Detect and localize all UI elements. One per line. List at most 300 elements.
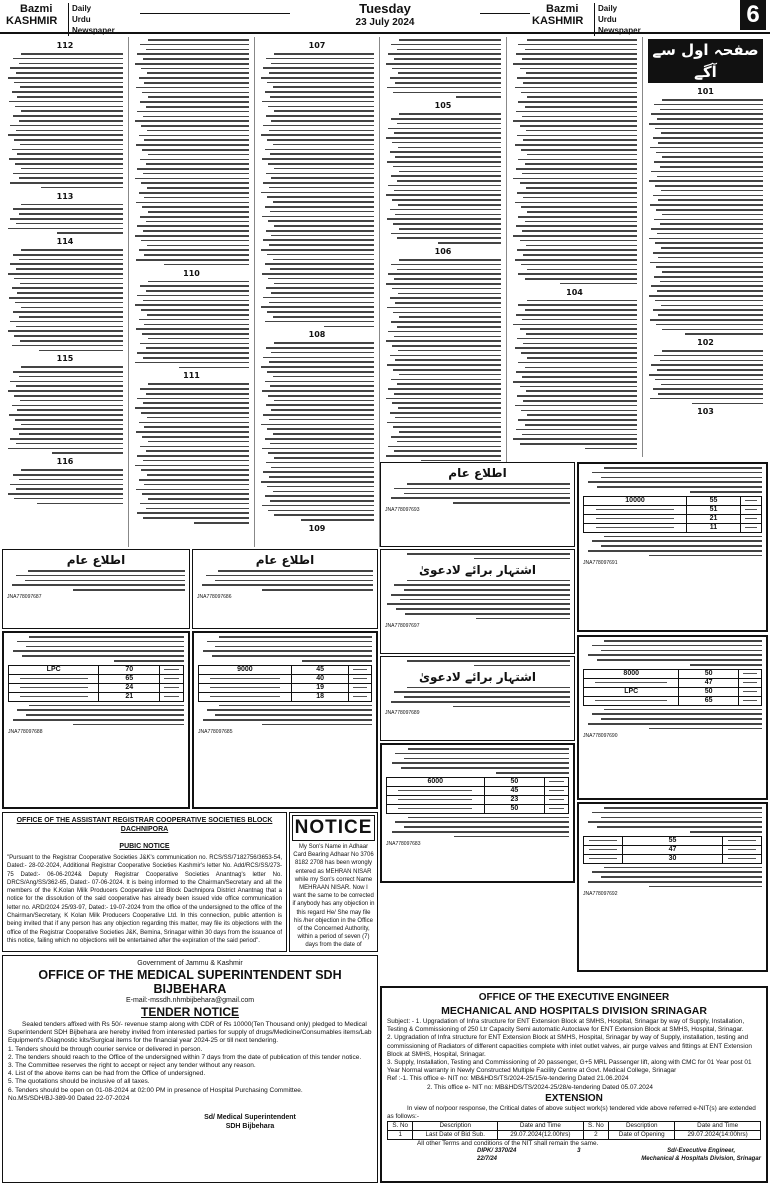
text-line — [13, 208, 123, 210]
heirs-table-row — [387, 795, 569, 804]
text-line — [397, 123, 501, 125]
text-line — [398, 72, 501, 74]
notice-body: My Son's Name in Adhaar Card Bearing Adhaar No 3706 8182 2708 has been wrongly entered as MEHRAN NISAR while my Son's correct Name MEHRAAN NISAR. Now I want the same to be corrected if anybody has any objection in this regard He/ She may file his /her objection in the Office of the Concerned Authority, within a period of seven (7) days from the date of — [292, 844, 375, 949]
heirs-table-cell: 65 — [99, 674, 160, 683]
text-line — [12, 584, 185, 586]
text-line — [397, 49, 501, 51]
text-line — [271, 120, 374, 122]
text-line — [520, 240, 638, 242]
text-line — [592, 812, 762, 814]
text-line — [394, 58, 501, 60]
text-line — [526, 130, 637, 132]
text-line — [391, 594, 570, 596]
text-line — [393, 369, 501, 371]
heirs-table-cell: 55 — [623, 836, 723, 845]
text-line — [649, 728, 762, 730]
text-line — [137, 352, 249, 354]
heirs-table-cell: 24 — [99, 683, 160, 692]
text-line — [136, 144, 249, 146]
text-line — [147, 474, 249, 476]
text-line — [527, 269, 637, 271]
text-line — [267, 371, 374, 373]
text-line — [144, 324, 249, 326]
bijbehara-email: E-mail:-mssdh.nhmbijbehara@gmail.com — [125, 997, 255, 1004]
text-line — [654, 219, 763, 221]
text-line — [267, 428, 374, 430]
text-line — [474, 558, 570, 560]
text-line — [266, 462, 374, 464]
heirs-table-row — [584, 505, 762, 514]
urdu-text-block — [385, 113, 501, 244]
heirs-table-cell: 47 — [679, 678, 738, 687]
text-line — [10, 438, 123, 440]
text-line — [194, 522, 249, 524]
text-line — [655, 300, 763, 302]
urdu-claim-notice-box — [380, 656, 575, 741]
text-line — [263, 414, 374, 416]
jna-code: JNA778097693 — [385, 506, 420, 513]
text-line — [19, 120, 123, 122]
text-line — [525, 278, 638, 280]
text-line — [17, 96, 123, 98]
heirs-table-cell — [584, 523, 687, 532]
text-line — [523, 82, 637, 84]
text-line — [10, 125, 123, 127]
urdu-text-block — [385, 660, 570, 666]
text-line — [392, 402, 501, 404]
text-line — [262, 505, 374, 507]
text-line — [266, 58, 374, 60]
text-line — [19, 259, 123, 261]
cell-text-line — [164, 687, 179, 689]
text-line — [146, 393, 250, 395]
text-line — [146, 508, 250, 510]
text-line — [513, 235, 637, 237]
text-line — [269, 72, 374, 74]
text-line — [453, 706, 570, 708]
text-line — [13, 371, 123, 373]
heirs-table-row — [387, 786, 569, 795]
heirs-table-cell: 23 — [484, 795, 545, 804]
notice-title: NOTICE — [292, 815, 375, 841]
text-line — [649, 238, 763, 240]
text-line — [658, 314, 763, 316]
text-line — [12, 91, 123, 93]
text-line — [604, 709, 762, 711]
text-line — [146, 49, 250, 51]
text-line — [8, 448, 123, 450]
text-line — [136, 87, 249, 89]
text-line — [148, 338, 249, 340]
coop-dipk-ref — [27, 951, 66, 952]
text-line — [13, 474, 123, 476]
text-line — [273, 376, 374, 378]
cell-text-line — [164, 696, 179, 698]
text-line — [137, 455, 249, 457]
text-line — [520, 443, 638, 445]
text-line — [263, 67, 374, 69]
heirs-table-cell: 50 — [679, 687, 738, 696]
heirs-table-cell — [199, 683, 292, 692]
text-line — [660, 281, 764, 283]
text-line — [516, 168, 637, 170]
text-line — [137, 398, 249, 400]
text-line — [649, 295, 763, 297]
text-line — [29, 705, 184, 707]
urdu-text-block — [386, 817, 569, 838]
text-line — [9, 101, 123, 103]
text-line — [13, 115, 123, 117]
text-line — [148, 383, 249, 385]
text-line — [270, 385, 374, 387]
text-line — [147, 130, 249, 132]
text-line — [139, 77, 249, 79]
text-line — [525, 309, 638, 311]
cell-text-line — [596, 527, 674, 529]
text-line — [404, 493, 571, 495]
text-line — [516, 371, 637, 373]
text-line — [651, 113, 763, 115]
text-line — [387, 87, 501, 89]
smhs-dipk-date: 22/7/24 — [477, 1155, 498, 1162]
cell-text-line — [20, 678, 88, 680]
text-line — [17, 153, 123, 155]
text-line — [215, 714, 372, 716]
text-line — [274, 53, 374, 55]
text-line — [522, 230, 637, 232]
notice-heading: اطلاع عام — [255, 553, 315, 567]
text-line — [140, 343, 249, 345]
text-line — [274, 342, 374, 344]
front-page-continuation-header: صفحہ اول سے آگے — [648, 39, 763, 83]
text-line — [521, 410, 637, 412]
text-line — [518, 273, 637, 275]
text-line — [274, 283, 374, 285]
text-line — [10, 381, 123, 383]
extension-header-cell: Date and Time — [498, 1122, 584, 1131]
text-line — [527, 96, 637, 98]
text-line — [207, 641, 372, 643]
text-line — [143, 116, 249, 118]
text-line — [526, 390, 637, 392]
jna-code: JNA778097683 — [386, 840, 421, 847]
heirs-table-cell — [9, 692, 99, 701]
cell-text-line — [745, 527, 758, 529]
smhs-extension-intro: In view of no/poor response, the Critical dates of above subject work(s) tendered vide above referred e-NIT(s) are extended as follows:- — [387, 1104, 756, 1121]
text-line — [206, 575, 373, 577]
text-line — [400, 599, 570, 601]
masthead-rule-right — [480, 13, 530, 14]
heirs-table-cell — [722, 845, 761, 854]
text-line — [267, 486, 374, 488]
text-line — [164, 264, 249, 266]
text-line — [261, 306, 374, 308]
text-line — [135, 63, 249, 65]
coop-sign-line1 — [201, 951, 282, 952]
text-line — [271, 235, 374, 237]
text-line — [142, 436, 249, 438]
text-line — [397, 269, 501, 271]
text-line — [513, 324, 637, 326]
masthead-rule-left — [140, 13, 290, 14]
bijbehara-condition: 1. Tenders should be through courier service or delivered in person. — [8, 1045, 203, 1053]
text-line — [391, 321, 501, 323]
urdu-text-block — [7, 366, 123, 454]
text-line — [650, 262, 763, 264]
text-line — [560, 283, 638, 285]
smhs-extension-data-row — [388, 1131, 761, 1140]
text-line — [390, 355, 501, 357]
news-column-2 — [129, 37, 255, 547]
text-line — [399, 431, 501, 433]
text-line — [17, 641, 184, 643]
smhs-division-title: MECHANICAL AND HOSPITALS DIVISION SRINAGAR — [441, 1005, 707, 1017]
text-line — [144, 426, 249, 428]
text-line — [662, 271, 763, 273]
urdu-public-notice-box — [192, 549, 378, 629]
text-line — [20, 400, 123, 402]
heirs-table — [386, 777, 569, 814]
text-line — [399, 39, 501, 41]
text-line — [16, 385, 123, 387]
smhs-extension-table — [387, 1121, 761, 1140]
jna-code: JNA778097688 — [8, 728, 43, 735]
cell-text-line — [210, 678, 280, 680]
text-line — [271, 409, 374, 411]
text-line — [142, 92, 249, 94]
article-number: 108 — [308, 330, 326, 340]
text-line — [269, 130, 374, 132]
text-line — [604, 807, 762, 809]
text-line — [21, 424, 123, 426]
heirs-table — [583, 669, 762, 706]
text-line — [404, 589, 571, 591]
heirs-table-cell — [584, 514, 687, 523]
text-line — [660, 166, 764, 168]
text-line — [523, 343, 637, 345]
text-line — [12, 149, 123, 151]
text-line — [13, 428, 123, 430]
text-line — [527, 39, 637, 41]
text-line — [21, 469, 123, 471]
urdu-text-block — [7, 204, 123, 234]
text-line — [392, 142, 501, 144]
text-line — [592, 645, 762, 647]
text-line — [263, 357, 374, 359]
text-line — [395, 417, 501, 419]
text-line — [394, 584, 570, 586]
text-line — [660, 109, 764, 111]
heirs-table-cell — [584, 854, 623, 863]
text-line — [12, 405, 123, 407]
text-line — [140, 159, 249, 161]
text-line — [408, 748, 569, 750]
urdu-text-block — [512, 300, 637, 450]
heirs-table-cell: 45 — [291, 665, 349, 674]
urdu-text-block — [385, 259, 501, 461]
cell-text-line — [549, 781, 564, 783]
heirs-table-cell — [160, 692, 184, 701]
notice-heading: اشتہار برائے لادعویٰ — [418, 562, 537, 577]
text-line — [522, 434, 637, 436]
text-line — [396, 608, 570, 610]
text-line — [657, 369, 763, 371]
text-line — [515, 347, 638, 349]
text-line — [324, 326, 374, 328]
heirs-table-cell — [738, 687, 761, 696]
text-line — [14, 82, 123, 84]
text-line — [397, 326, 501, 328]
text-line — [13, 311, 123, 313]
text-line — [135, 120, 249, 122]
text-line — [453, 502, 570, 504]
text-line — [15, 163, 123, 165]
text-line — [261, 481, 374, 483]
text-line — [658, 142, 763, 144]
text-line — [301, 519, 374, 521]
text-line — [19, 433, 123, 435]
cell-text-line — [589, 840, 616, 842]
text-line — [521, 352, 637, 354]
bijbehara-conditions-list — [8, 1046, 372, 1095]
article-number: 103 — [697, 407, 714, 417]
smhs-sign-line2: Mechanical & Hospitals Division, Srinagar — [641, 1155, 761, 1162]
bijbehara-reference: No.MS/SDH/BJ-389-90 Dated 22-07-2024 — [8, 1094, 130, 1102]
text-line — [146, 106, 250, 108]
text-line — [496, 772, 569, 774]
text-line — [266, 347, 374, 349]
text-line — [394, 190, 501, 192]
text-line — [518, 216, 637, 218]
text-line — [142, 206, 249, 208]
text-line — [262, 158, 374, 160]
text-line — [12, 287, 123, 289]
cell-text-line — [728, 840, 755, 842]
text-line — [271, 352, 374, 354]
text-line — [604, 640, 762, 642]
urdu-text-block — [134, 39, 249, 265]
cell-text-line — [595, 700, 667, 702]
text-line — [19, 316, 123, 318]
extension-data-cell: 2 — [583, 1131, 608, 1140]
coop-notice-body: "Pursuant to the Registrar Cooperative Societies J&K's communication no. RCS/SS/7182756/3653-54, Dated:- 28-02-2024, Additional Registrar Cooperative Societies Kashmir's letter No. Add/RCS/SS/273-75 Dated:- 06-06-2024& Deputy Registrar Cooperative Societies Anantnag's letter No. DRCS/Ang/SS/362-65, Dated:- 07-06-2024. It is being informed to the Chairman/Secretary and all the members of the K.Kolan Milk Producers Cooperative Ltd Block Dachnipora District Anantnag that a notice for the dissolution of the said cooperative has already been issued vide office communication letter no. ARD/2024 25/93-97, Dated:- 19-07-2024 from the office of the undersigned to the office of the Chairman/Secretary, K Kolan Milk Producers Cooperative Ltd. In this connection, public attention is being invited that if any person has any objection regarding this matter, may file its objections with the office of the Registrar Cooperative Societies J&K, Bemina, Srinagar within 30 days from the issuance of this notice, failing which no objections will be entertained after the expiration of the said period". — [7, 855, 282, 944]
text-line — [655, 128, 763, 130]
text-line — [146, 450, 250, 452]
article-number: 106 — [434, 247, 452, 257]
heirs-table-row — [199, 665, 372, 674]
text-line — [16, 575, 185, 577]
heirs-table-row — [584, 678, 762, 687]
text-line — [393, 426, 501, 428]
heirs-table-cell — [740, 514, 761, 523]
heirs-table-cell: 50 — [679, 669, 738, 678]
text-line — [57, 232, 123, 234]
text-line — [518, 304, 637, 306]
text-line — [266, 115, 374, 117]
text-line — [390, 151, 501, 153]
text-line — [273, 144, 374, 146]
text-line — [135, 235, 249, 237]
text-line — [518, 362, 637, 364]
text-line — [588, 881, 762, 883]
cell-text-line — [398, 790, 472, 792]
cell-text-line — [745, 509, 758, 511]
heirs-table-cell — [160, 683, 184, 692]
heirs-table-cell — [160, 674, 184, 683]
heirs-table-cell — [740, 496, 761, 505]
text-line — [397, 237, 501, 239]
heirs-table-cell — [584, 845, 623, 854]
text-line — [274, 225, 374, 227]
text-line — [143, 402, 249, 404]
text-line — [394, 691, 570, 693]
text-line — [141, 68, 249, 70]
text-line — [518, 159, 637, 161]
text-line — [388, 331, 501, 333]
article-number: 105 — [434, 101, 452, 111]
text-line — [522, 173, 637, 175]
urdu-text-block — [386, 748, 569, 774]
urdu-text-block — [260, 53, 374, 327]
text-line — [16, 268, 123, 270]
text-line — [8, 390, 123, 392]
text-line — [653, 195, 763, 197]
text-line — [513, 63, 637, 65]
extension-data-cell: 29.07.2024(14:00hrs) — [675, 1131, 761, 1140]
text-line — [398, 147, 501, 149]
bijbehara-intro: Sealed tenders affixed with Rs 50/- revenue stamp along with CDR of Rs 10000(Ten Thousand only) pledged to Medical Superintendent SDH Bijbehara are hereby invited from interested parties for supply of drugs/Medicine/Consumables items/Lab Equipment's /Diagnostic kits/Surgical items for the financial year 2024-25 or till next tendering. — [8, 1021, 372, 1045]
text-line — [398, 350, 501, 352]
masthead-left-tagline — [68, 3, 115, 36]
article-number: 110 — [183, 268, 200, 278]
smhs-ref-2: 2. This office e- NIT no: MB&HDS/TS/2024-25/28/e-tendering Dated 05.07.2024 — [427, 1083, 653, 1091]
name-correction-notice — [289, 812, 378, 952]
heirs-table-cell — [9, 683, 99, 692]
text-line — [41, 187, 123, 189]
text-line — [660, 360, 764, 362]
cell-text-line — [589, 849, 616, 851]
urdu-text-block — [583, 807, 762, 833]
extension-data-cell: 29.07.2024(12.00hrs) — [498, 1131, 584, 1140]
text-line — [513, 438, 637, 440]
urdu-text-block — [260, 342, 374, 521]
text-line — [263, 125, 374, 127]
heirs-table — [583, 496, 762, 533]
urdu-legal-notice-box — [2, 631, 190, 809]
heirs-table-cell — [738, 678, 761, 687]
heirs-table-cell — [584, 696, 679, 705]
text-line — [390, 297, 501, 299]
text-line — [588, 723, 762, 725]
bijbehara-signature — [8, 1113, 372, 1131]
urdu-text-block — [385, 483, 570, 504]
masthead-date: 23 July 2024 — [355, 17, 415, 28]
smhs-extension-notice — [380, 986, 768, 1183]
cell-text-line — [596, 518, 674, 520]
urdu-text-block — [648, 99, 763, 335]
text-line — [139, 479, 249, 481]
text-line — [20, 86, 123, 88]
text-line — [656, 266, 763, 268]
text-line — [513, 178, 637, 180]
text-line — [268, 163, 374, 165]
text-line — [518, 44, 637, 46]
text-line — [661, 190, 763, 192]
text-line — [387, 422, 501, 424]
text-line — [14, 395, 123, 397]
text-line — [526, 72, 637, 74]
text-line — [516, 429, 637, 431]
